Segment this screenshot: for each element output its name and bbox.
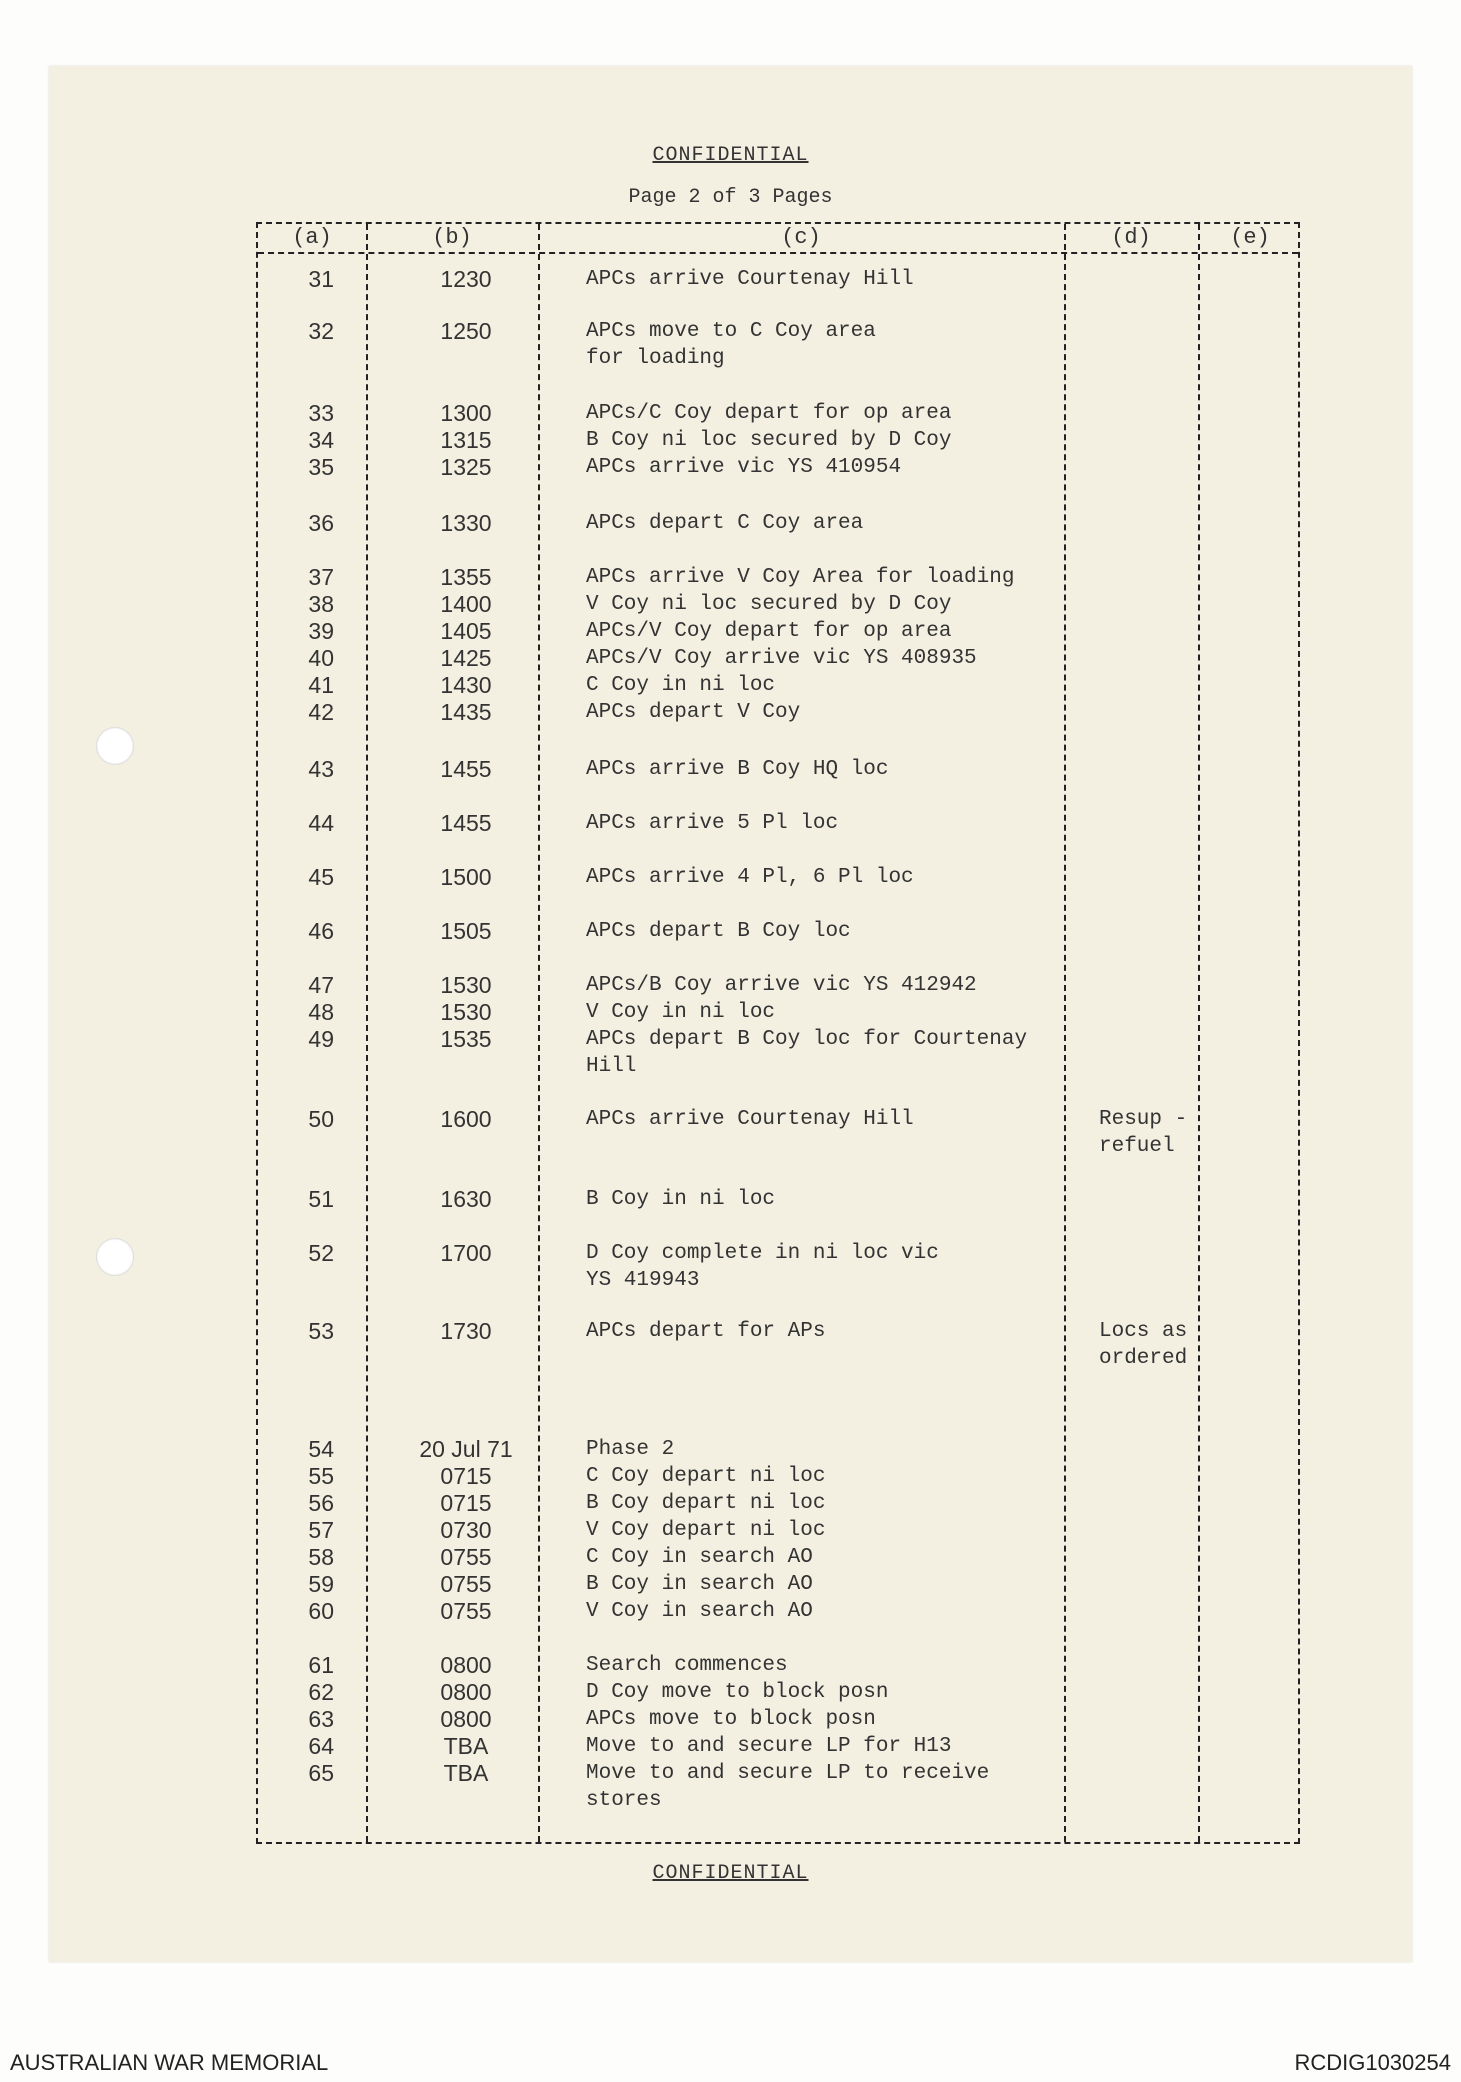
serial-number: 48 <box>308 999 334 1025</box>
serial-number: 34 <box>308 427 334 453</box>
time-cell: 0755 <box>440 1598 492 1624</box>
event-cell: B Coy in ni loc <box>586 1188 776 1211</box>
time-cell: 0800 <box>440 1652 492 1678</box>
time-cell: 1425 <box>440 645 492 671</box>
serial-number: 40 <box>308 645 334 671</box>
event-cell: V Coy in search AO <box>586 1600 813 1623</box>
serial-number: 44 <box>308 810 334 836</box>
event-cell: APCs arrive Courtenay Hill <box>586 1108 914 1131</box>
serial-number: 33 <box>308 400 334 426</box>
serial-number: 51 <box>308 1186 334 1212</box>
serial-number: 62 <box>308 1679 334 1705</box>
event-cell: B Coy depart ni loc <box>586 1492 826 1515</box>
classification-bottom: CONFIDENTIAL <box>652 1862 809 1885</box>
event-cell: D Coy complete in ni loc vic YS 419943 <box>586 1242 939 1292</box>
col-divider-ab <box>366 224 368 1842</box>
event-cell: APCs/B Coy arrive vic YS 412942 <box>586 974 977 997</box>
event-cell: APCs arrive 4 Pl, 6 Pl loc <box>586 866 914 889</box>
serial-number: 50 <box>308 1106 334 1132</box>
time-cell: 1455 <box>440 756 492 782</box>
event-cell: APCs depart C Coy area <box>586 512 864 535</box>
event-cell: V Coy ni loc secured by D Coy <box>586 593 952 616</box>
serial-number: 35 <box>308 454 334 480</box>
event-cell: V Coy in ni loc <box>586 1001 776 1024</box>
event-cell: Move to and secure LP to receive stores <box>586 1762 990 1812</box>
serial-number: 63 <box>308 1706 334 1732</box>
column-header-e: (e) <box>1230 225 1270 250</box>
serial-number: 54 <box>308 1436 334 1462</box>
event-cell: C Coy in ni loc <box>586 674 776 697</box>
serial-number: 47 <box>308 972 334 998</box>
event-cell: APCs depart B Coy loc <box>586 920 851 943</box>
time-cell: 0800 <box>440 1706 492 1732</box>
serial-number: 37 <box>308 564 334 590</box>
time-cell: 0715 <box>440 1463 492 1489</box>
event-cell: APCs arrive Courtenay Hill <box>586 268 914 291</box>
event-cell: APCs/V Coy depart for op area <box>586 620 952 643</box>
time-cell: 1330 <box>440 510 492 536</box>
serial-number: 38 <box>308 591 334 617</box>
event-cell: APCs depart V Coy <box>586 701 801 724</box>
column-header-c: (c) <box>781 225 821 250</box>
time-cell: 1435 <box>440 699 492 725</box>
time-cell: 0715 <box>440 1490 492 1516</box>
punch-hole-top <box>96 727 134 765</box>
time-cell: 1730 <box>440 1318 492 1344</box>
page-label: Page 2 of 3 Pages <box>628 186 833 209</box>
time-cell: 1535 <box>440 1026 492 1052</box>
event-cell: Move to and secure LP for H13 <box>586 1735 952 1758</box>
event-cell: C Coy depart ni loc <box>586 1465 826 1488</box>
footer-record-id: RCDIG1030254 <box>1294 2050 1451 2075</box>
time-cell: 1700 <box>440 1240 492 1266</box>
serial-number: 58 <box>308 1544 334 1570</box>
serial-number: 39 <box>308 618 334 644</box>
event-cell: APCs arrive vic YS 410954 <box>586 456 902 479</box>
serial-number: 64 <box>308 1733 334 1759</box>
serial-number: 49 <box>308 1026 334 1052</box>
serial-number: 57 <box>308 1517 334 1543</box>
time-cell: 1530 <box>440 999 492 1025</box>
time-cell: 1300 <box>440 400 492 426</box>
event-cell: Phase 2 <box>586 1438 675 1461</box>
event-cell: APCs arrive V Coy Area for loading <box>586 566 1015 589</box>
event-cell: APCs/V Coy arrive vic YS 408935 <box>586 647 977 670</box>
time-cell: 1600 <box>440 1106 492 1132</box>
event-cell: APCs arrive B Coy HQ loc <box>586 758 889 781</box>
serial-number: 55 <box>308 1463 334 1489</box>
column-header-d: (d) <box>1111 225 1151 250</box>
time-cell: 1630 <box>440 1186 492 1212</box>
event-cell: APCs move to C Coy area for loading <box>586 320 876 370</box>
serial-number: 65 <box>308 1760 334 1786</box>
time-cell: TBA <box>443 1733 489 1759</box>
time-cell: 0755 <box>440 1544 492 1570</box>
time-cell: 20 Jul 71 <box>419 1436 513 1462</box>
remark-cell: Locs as ordered <box>1099 1320 1188 1370</box>
event-cell: C Coy in search AO <box>586 1546 813 1569</box>
time-cell: 0730 <box>440 1517 492 1543</box>
serial-number: 41 <box>308 672 334 698</box>
time-cell: 0755 <box>440 1571 492 1597</box>
time-cell: 1315 <box>440 427 492 453</box>
serial-number: 46 <box>308 918 334 944</box>
serial-number: 52 <box>308 1240 334 1266</box>
footer-archive-name: AUSTRALIAN WAR MEMORIAL <box>10 2050 329 2075</box>
serial-number: 43 <box>308 756 334 782</box>
serial-number: 31 <box>308 266 334 292</box>
time-cell: 1455 <box>440 810 492 836</box>
event-cell: APCs depart B Coy loc for Courtenay Hill <box>586 1028 1028 1078</box>
serial-number: 53 <box>308 1318 334 1344</box>
serial-number: 36 <box>308 510 334 536</box>
serial-number: 60 <box>308 1598 334 1624</box>
event-cell: APCs arrive 5 Pl loc <box>586 812 839 835</box>
time-cell: 1400 <box>440 591 492 617</box>
serial-number: 45 <box>308 864 334 890</box>
event-cell: APCs/C Coy depart for op area <box>586 402 952 425</box>
time-cell: 1530 <box>440 972 492 998</box>
column-header-b: (b) <box>432 225 472 250</box>
time-cell: 1430 <box>440 672 492 698</box>
serial-number: 56 <box>308 1490 334 1516</box>
time-cell: 1505 <box>440 918 492 944</box>
time-cell: 1405 <box>440 618 492 644</box>
event-cell: V Coy depart ni loc <box>586 1519 826 1542</box>
time-cell: 1230 <box>440 266 492 292</box>
event-cell: APCs depart for APs <box>586 1320 826 1343</box>
serial-number: 42 <box>308 699 334 725</box>
time-cell: 1325 <box>440 454 492 480</box>
event-cell: B Coy ni loc secured by D Coy <box>586 429 952 452</box>
column-header-a: (a) <box>292 225 332 250</box>
punch-hole-bottom <box>96 1238 134 1276</box>
remark-cell: Resup - refuel <box>1099 1108 1188 1158</box>
event-cell: D Coy move to block posn <box>586 1681 889 1704</box>
event-cell: APCs move to block posn <box>586 1708 876 1731</box>
event-cell: B Coy in search AO <box>586 1573 813 1596</box>
time-cell: 1250 <box>440 318 492 344</box>
serial-number: 59 <box>308 1571 334 1597</box>
time-cell: 0800 <box>440 1679 492 1705</box>
time-cell: 1500 <box>440 864 492 890</box>
event-cell: Search commences <box>586 1654 788 1677</box>
col-divider-de <box>1198 224 1200 1842</box>
time-cell: 1355 <box>440 564 492 590</box>
serial-number: 61 <box>308 1652 334 1678</box>
time-cell: TBA <box>443 1760 489 1786</box>
header-rule <box>258 252 1298 254</box>
serial-number: 32 <box>308 318 334 344</box>
classification-top: CONFIDENTIAL <box>652 144 809 167</box>
